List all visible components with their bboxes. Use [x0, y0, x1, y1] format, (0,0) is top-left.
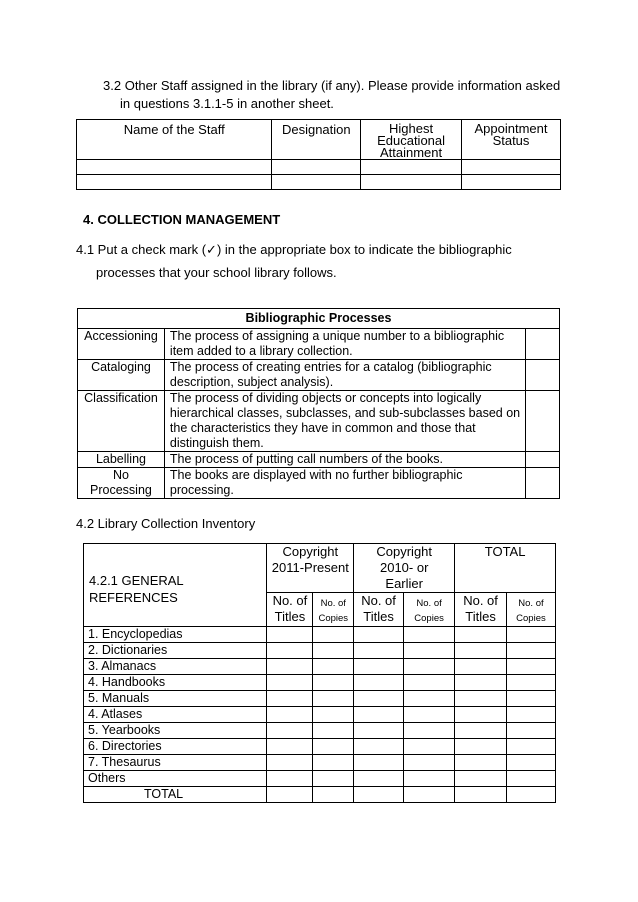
inventory-cell[interactable]: [455, 771, 507, 787]
inventory-cell[interactable]: [455, 627, 507, 643]
inventory-cell[interactable]: [506, 723, 555, 739]
inventory-item: 6. Directories: [84, 739, 267, 755]
biblio-process: No Processing: [78, 468, 165, 499]
inventory-cell[interactable]: [267, 643, 313, 659]
inventory-item: 3. Almanacs: [84, 659, 267, 675]
biblio-process: Cataloging: [78, 360, 165, 391]
inventory-item: 1. Encyclopedias: [84, 627, 267, 643]
inventory-cell[interactable]: [354, 771, 404, 787]
table-row: [84, 643, 556, 659]
inventory-cell[interactable]: [506, 771, 555, 787]
staff-cell[interactable]: [272, 175, 361, 190]
inventory-cell[interactable]: [455, 659, 507, 675]
section-4-heading: 4. COLLECTION MANAGEMENT: [83, 212, 281, 227]
staff-cell[interactable]: [272, 160, 361, 175]
inventory-group-total: TOTAL: [455, 544, 556, 593]
table-row: [84, 707, 556, 723]
table-row: [78, 329, 560, 360]
inventory-cell[interactable]: [506, 675, 555, 691]
inventory-cell[interactable]: [455, 643, 507, 659]
table-row: [84, 691, 556, 707]
inventory-cell[interactable]: [455, 787, 507, 803]
inventory-cell[interactable]: [313, 739, 354, 755]
inventory-item: 4. Atlases: [84, 707, 267, 723]
table-row: [84, 659, 556, 675]
table-row: [84, 787, 556, 803]
inventory-cell[interactable]: [506, 627, 555, 643]
inventory-cell[interactable]: [354, 675, 404, 691]
inventory-group-2011: Copyright 2011-Present: [267, 544, 354, 593]
inventory-cell[interactable]: [403, 691, 454, 707]
staff-table: [76, 119, 561, 190]
table-row: [78, 360, 560, 391]
biblio-title: Bibliographic Processes: [78, 309, 560, 329]
inventory-cell[interactable]: [455, 739, 507, 755]
inventory-cell[interactable]: [354, 739, 404, 755]
staff-cell[interactable]: [461, 160, 560, 175]
inventory-cell[interactable]: [403, 755, 454, 771]
subheader-titles: No. of Titles: [267, 593, 313, 627]
table-row: [78, 452, 560, 468]
inventory-item: 2. Dictionaries: [84, 643, 267, 659]
section-3-2-line1: Other Staff assigned in the library (if any). Please provide information asked: [124, 78, 561, 93]
staff-cell[interactable]: [77, 160, 272, 175]
inventory-cell[interactable]: [313, 723, 354, 739]
inventory-cell[interactable]: [506, 691, 555, 707]
table-row: [78, 391, 560, 452]
biblio-checkbox[interactable]: [526, 329, 560, 360]
biblio-description: The process of assigning a unique number to a bibliographic item added to a library collection.: [164, 329, 525, 360]
inventory-item: 7. Thesaurus: [84, 755, 267, 771]
staff-header-designation: Designation: [272, 120, 361, 160]
section-3-2-line2: in questions 3.1.1-5 in another sheet.: [120, 96, 334, 111]
table-row: [84, 723, 556, 739]
inventory-cell[interactable]: [506, 643, 555, 659]
biblio-process: Classification: [78, 391, 165, 452]
biblio-checkbox[interactable]: [526, 360, 560, 391]
inventory-cell[interactable]: [313, 707, 354, 723]
inventory-cell[interactable]: [267, 771, 313, 787]
biblio-description: The process of dividing objects or concepts into logically hierarchical classes, subclasses, and sub-subclasses based on the characteristics they have in common and those that distinguish them.: [164, 391, 525, 452]
inventory-cell[interactable]: [354, 707, 404, 723]
inventory-group-2010: Copyright 2010- or Earlier: [354, 544, 455, 593]
table-row: [84, 675, 556, 691]
inventory-cell[interactable]: [354, 787, 404, 803]
subheader-copies: No. of Copies: [403, 593, 454, 627]
inventory-cell[interactable]: [506, 755, 555, 771]
inventory-category: 4.2.1 GENERAL REFERENCES: [84, 544, 267, 627]
inventory-item: 5. Manuals: [84, 691, 267, 707]
inventory-total-label: TOTAL: [84, 787, 267, 803]
biblio-description: The books are displayed with no further bibliographic processing.: [164, 468, 525, 499]
inventory-item: 4. Handbooks: [84, 675, 267, 691]
subheader-titles: No. of Titles: [354, 593, 404, 627]
inventory-cell[interactable]: [354, 755, 404, 771]
biblio-description: The process of putting call numbers of the books.: [164, 452, 525, 468]
inventory-cell[interactable]: [313, 627, 354, 643]
inventory-cell[interactable]: [267, 691, 313, 707]
inventory-cell[interactable]: [313, 787, 354, 803]
inventory-cell[interactable]: [403, 675, 454, 691]
section-4-2-label: 4.2 Library Collection Inventory: [76, 516, 256, 531]
inventory-cell[interactable]: [403, 739, 454, 755]
inventory-cell[interactable]: [313, 755, 354, 771]
inventory-table: [83, 543, 556, 803]
subheader-copies: No. of Copies: [313, 593, 354, 627]
inventory-cell[interactable]: [506, 787, 555, 803]
inventory-cell[interactable]: [455, 707, 507, 723]
inventory-cell[interactable]: [267, 787, 313, 803]
inventory-cell[interactable]: [403, 707, 454, 723]
subheader-copies: No. of Copies: [506, 593, 555, 627]
staff-cell[interactable]: [77, 175, 272, 190]
inventory-cell[interactable]: [313, 771, 354, 787]
table-row: [77, 160, 561, 175]
staff-header-name: Name of the Staff: [77, 120, 272, 160]
inventory-cell[interactable]: [403, 627, 454, 643]
biblio-description: The process of creating entries for a catalog (bibliographic description, subject analysis).: [164, 360, 525, 391]
inventory-cell[interactable]: [354, 627, 404, 643]
inventory-cell[interactable]: [403, 771, 454, 787]
inventory-cell[interactable]: [267, 739, 313, 755]
bibliographic-table: [77, 308, 560, 499]
table-row: [84, 755, 556, 771]
table-row: [78, 468, 560, 499]
biblio-checkbox[interactable]: [526, 452, 560, 468]
staff-header-education: Highest Educational Attainment: [361, 120, 462, 160]
inventory-cell[interactable]: [455, 691, 507, 707]
inventory-cell[interactable]: [403, 723, 454, 739]
inventory-cell[interactable]: [506, 659, 555, 675]
table-row: [84, 739, 556, 755]
inventory-cell[interactable]: [267, 723, 313, 739]
inventory-cell[interactable]: [506, 739, 555, 755]
biblio-checkbox[interactable]: [526, 468, 560, 499]
biblio-checkbox[interactable]: [526, 391, 560, 452]
inventory-cell[interactable]: [354, 723, 404, 739]
section-number: 3.2: [103, 78, 122, 93]
inventory-item: Others: [84, 771, 267, 787]
section-4-1-line2: processes that your school library follows.: [96, 265, 337, 280]
inventory-cell[interactable]: [455, 755, 507, 771]
inventory-cell[interactable]: [267, 627, 313, 643]
inventory-cell[interactable]: [313, 659, 354, 675]
inventory-cell[interactable]: [354, 659, 404, 675]
staff-header-appointment: Appointment Status: [461, 120, 560, 160]
inventory-cell[interactable]: [403, 643, 454, 659]
inventory-cell[interactable]: [506, 707, 555, 723]
inventory-cell[interactable]: [354, 643, 404, 659]
inventory-cell[interactable]: [313, 643, 354, 659]
inventory-cell[interactable]: [267, 659, 313, 675]
section-4-1-line1: 4.1 Put a check mark (✓) in the appropriate box to indicate the bibliographic: [76, 242, 512, 257]
inventory-cell[interactable]: [354, 691, 404, 707]
table-row: [77, 175, 561, 190]
biblio-process: Labelling: [78, 452, 165, 468]
biblio-process: Accessioning: [78, 329, 165, 360]
subheader-titles: No. of Titles: [455, 593, 507, 627]
inventory-cell[interactable]: [403, 787, 454, 803]
inventory-cell[interactable]: [267, 707, 313, 723]
inventory-cell[interactable]: [267, 755, 313, 771]
inventory-cell[interactable]: [313, 675, 354, 691]
staff-cell[interactable]: [461, 175, 560, 190]
inventory-cell[interactable]: [267, 675, 313, 691]
staff-cell[interactable]: [361, 160, 462, 175]
inventory-cell[interactable]: [313, 691, 354, 707]
inventory-cell[interactable]: [403, 659, 454, 675]
staff-cell[interactable]: [361, 175, 462, 190]
inventory-cell[interactable]: [455, 723, 507, 739]
inventory-cell[interactable]: [455, 675, 507, 691]
table-row: [84, 771, 556, 787]
table-row: [84, 627, 556, 643]
inventory-item: 5. Yearbooks: [84, 723, 267, 739]
section-3-2: [103, 77, 583, 95]
